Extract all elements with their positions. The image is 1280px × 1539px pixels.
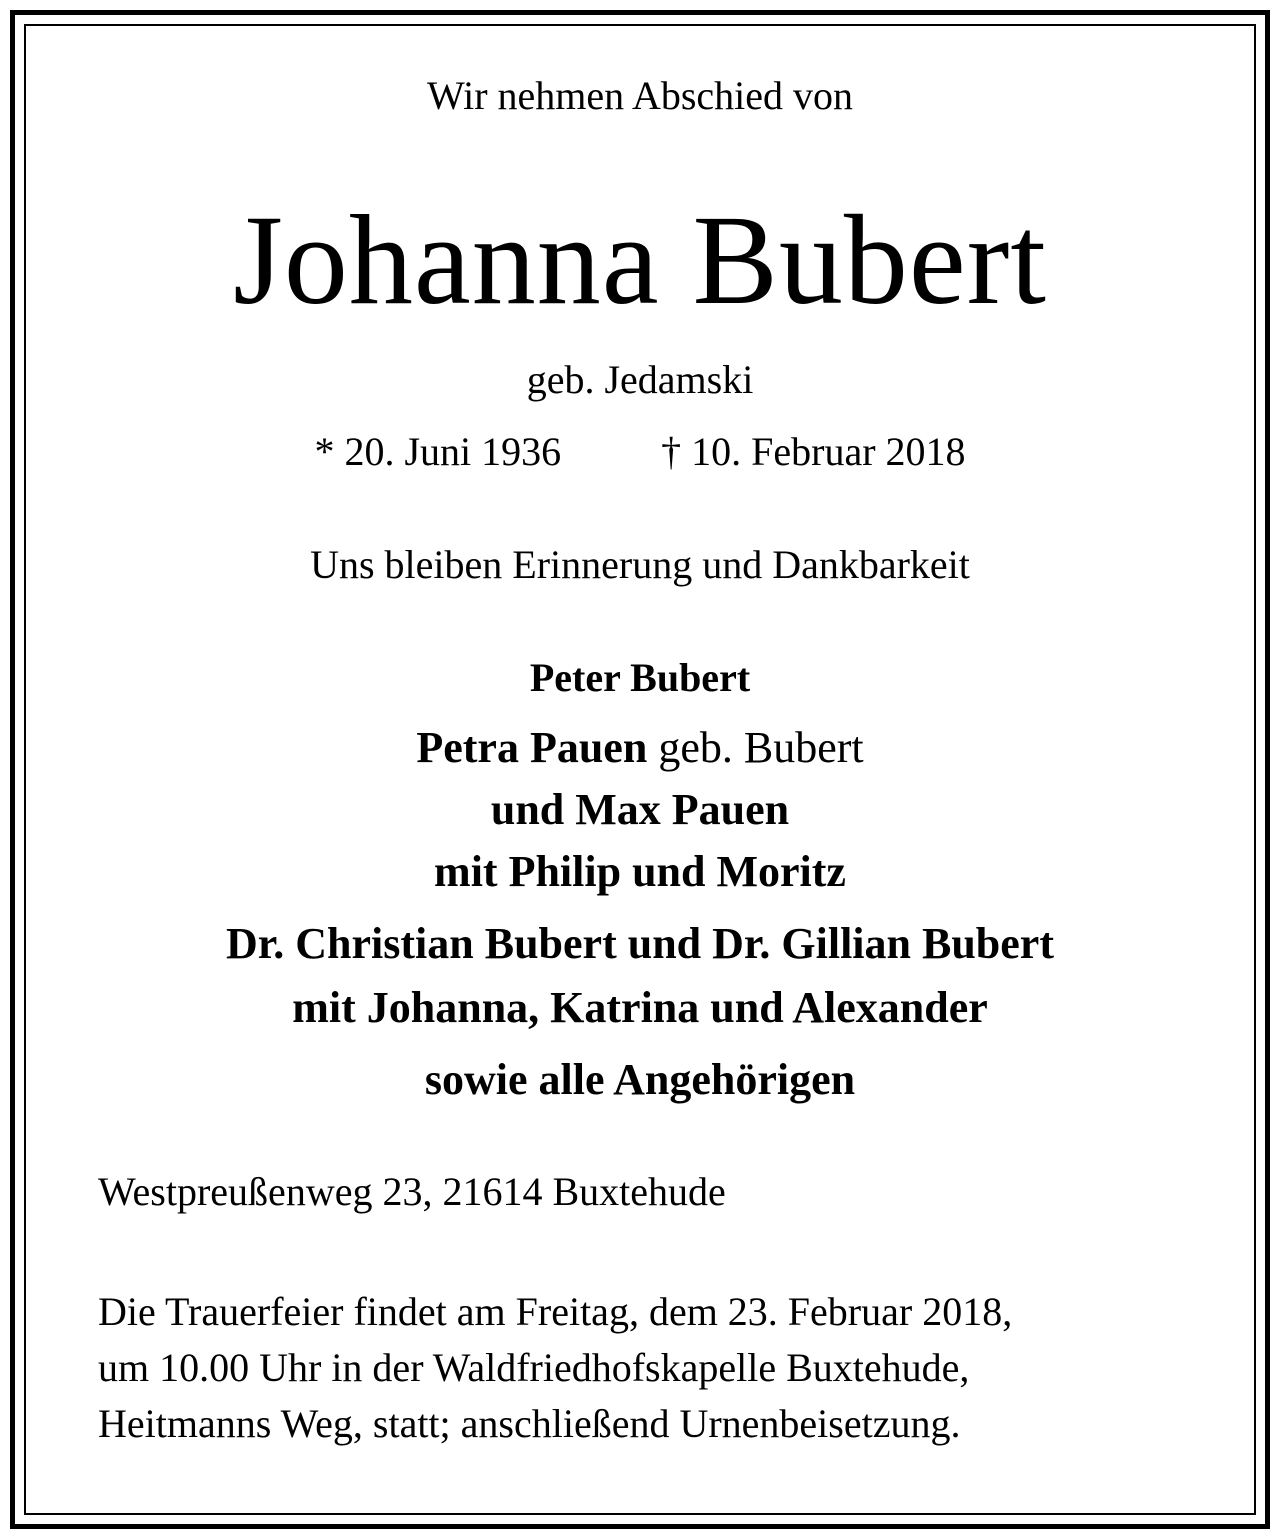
mourner-peter: Peter Bubert <box>529 655 751 700</box>
mourner-petra-children: mit Philip und Moritz <box>434 847 846 896</box>
maiden-name: geb. Jedamski <box>526 357 754 402</box>
ceremony-info <box>98 1284 1012 1452</box>
mourner-petra-maiden: geb. Bubert <box>658 723 864 772</box>
mourner-christian-children: mit Johanna, Katrina und Alexander <box>292 983 988 1032</box>
ceremony-line-3: Heitmanns Weg, statt; anschließend Urnenbeisetzung. <box>98 1401 961 1446</box>
ceremony-line-1: Die Trauerfeier findet am Freitag, dem 23. Februar 2018, <box>98 1289 1013 1334</box>
life-dates <box>0 429 1280 474</box>
mourner-christian: Dr. Christian Bubert und Dr. Gillian Bubert <box>225 919 1054 968</box>
deceased-name: Johanna Bubert <box>233 189 1047 331</box>
mourner-relatives: sowie alle Angehörigen <box>424 1055 856 1104</box>
motto: Uns bleiben Erinnerung und Dankbarkeit <box>310 542 970 587</box>
mourner-petra-name: Petra Pauen <box>416 723 648 772</box>
birth-date: * 20. Juni 1936 <box>314 429 562 474</box>
mourner-petra <box>0 723 1280 772</box>
mourner-max: und Max Pauen <box>490 785 790 834</box>
intro-text: Wir nehmen Abschied von <box>426 73 854 118</box>
death-date: † 10. Februar 2018 <box>661 429 966 474</box>
address: Westpreußenweg 23, 21614 Buxtehude <box>98 1169 726 1214</box>
ceremony-line-2: um 10.00 Uhr in der Waldfriedhofskapelle Buxtehude, <box>98 1345 970 1390</box>
